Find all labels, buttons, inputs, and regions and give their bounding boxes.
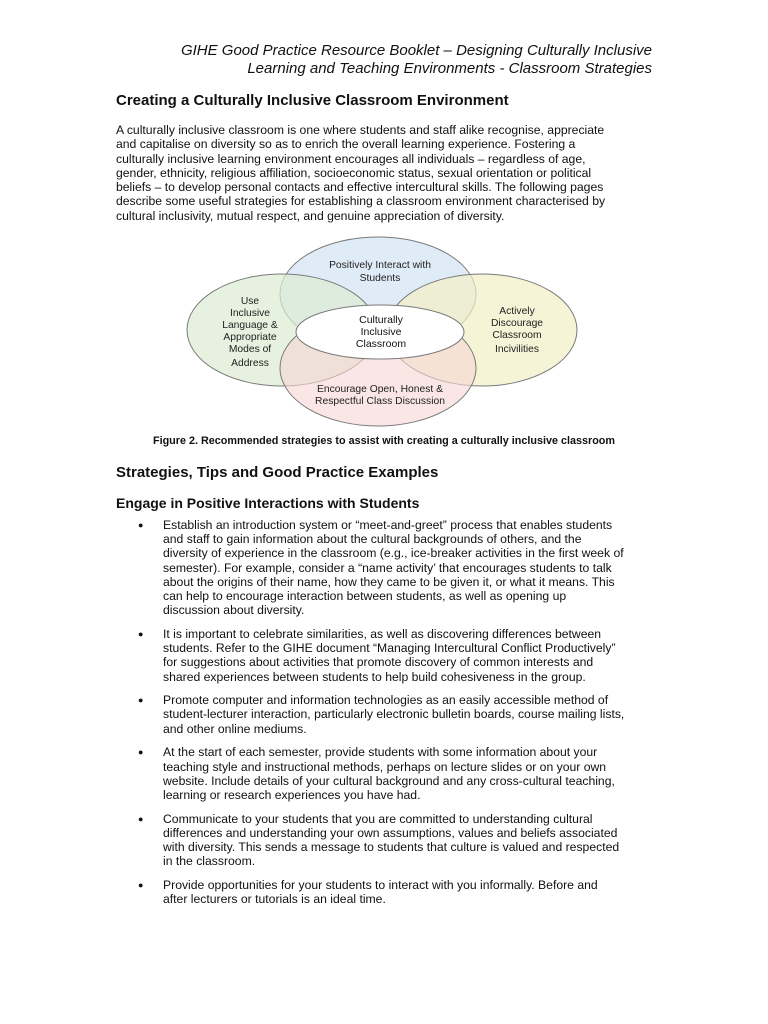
list-item	[136, 878, 656, 906]
intro-line: describe some useful strategies for establishing a classroom environment characterised by	[116, 194, 606, 209]
diagram-left-label: Modes of	[228, 344, 272, 355]
bullet-line: can help to encourage interaction between students, as well as opening up	[163, 589, 567, 604]
intro-line: and capitalise on diversity so as to enrich the overall learning experience. Fostering a	[116, 137, 576, 152]
diagram-left-label: Language &	[222, 320, 278, 331]
bullet-line: diversity of experience in the classroom (e.g., ice-breaker activities in the first week of	[163, 546, 624, 561]
figure-caption: Figure 2. Recommended strategies to assist with creating a culturally inclusive classroom	[152, 435, 616, 447]
bullet-line: Provide opportunities for your students to interact with you informally. Before and	[163, 877, 598, 892]
diagram-left-label: Use	[240, 296, 260, 307]
intro-line: beliefs – to develop personal contacts and effective intercultural skills. The following pages	[116, 180, 604, 195]
list-item	[136, 627, 656, 684]
diagram-right-label: Incivilities	[494, 344, 540, 355]
bullet-line: semester). For example, consider a “name activity’ that encourages students to talk	[163, 560, 612, 575]
bullet-icon: ●	[138, 747, 144, 758]
diagram-left-label: Inclusive	[229, 308, 271, 319]
diagram-center-label: Culturally	[359, 314, 403, 326]
bullet-line: and other online mediums.	[163, 721, 307, 736]
list-item	[136, 518, 656, 617]
bullet-line: about the origins of their name, how they came to be given it, or what it means. This	[163, 574, 615, 589]
bullet-line: At the start of each semester, provide students with some information about your	[163, 745, 598, 760]
bullet-line: teaching style and instructional methods, perhaps on lecture slides or on your own	[163, 759, 607, 774]
diagram-right-label: Classroom	[492, 330, 542, 341]
bullet-line: discussion about diversity.	[163, 603, 305, 618]
bullet-line: and staff to gain information about the cultural backgrounds of others, and the	[163, 532, 582, 547]
bullet-line: student-lecturer interaction, particularly electronic bulletin boards, course mailing lists,	[163, 707, 625, 722]
diagram-right-label: Discourage	[490, 318, 544, 329]
bullet-icon: ●	[138, 813, 144, 824]
diagram-left-label: Address	[231, 358, 269, 369]
diagram-bottom-label: Encourage Open, Honest &	[317, 384, 443, 395]
intro-line: A culturally inclusive classroom is one where students and staff alike recognise, appreciate	[116, 123, 605, 137]
diagram-top-label: Students	[359, 273, 401, 284]
intro-line: culturally inclusive learning environment encourages all individuals – regardless of age,	[116, 151, 586, 166]
diagram-bottom-label: Respectful Class Discussion	[315, 396, 445, 407]
bullet-icon: ●	[138, 695, 144, 706]
bullet-line: website. Include details of your cultural background and any cross-cultural teaching,	[163, 773, 615, 788]
diagram-center-label: Inclusive	[360, 326, 402, 338]
bullet-icon: ●	[138, 628, 144, 639]
sub-heading: Engage in Positive Interactions with Students	[116, 495, 420, 511]
bullet-line: It is important to celebrate similarities, as well as discovering differences between	[163, 626, 602, 641]
diagram-top-label: Positively Interact with	[329, 260, 431, 271]
venn-diagram	[180, 236, 590, 430]
diagram-right-label: Actively	[499, 306, 535, 317]
main-heading: Creating a Culturally Inclusive Classroom Environment	[116, 92, 509, 109]
bullet-line: Communicate to your students that you are committed to understanding cultural	[163, 811, 593, 826]
list-item	[136, 693, 656, 736]
figure-caption-wrap	[0, 435, 768, 447]
bullet-line: students. Refer to the GIHE document “Managing Intercultural Conflict Productively”	[163, 641, 616, 656]
diagram-left-label: Appropriate	[223, 332, 277, 343]
list-item	[136, 745, 656, 802]
section-heading: Strategies, Tips and Good Practice Examples	[116, 464, 439, 481]
bullet-icon: ●	[138, 879, 144, 890]
bullet-line: Establish an introduction system or “meet-and-greet” process that enables students	[163, 518, 613, 532]
intro-line: gender, ethnicity, religious affiliation, socioeconomic status, sexual orientation or political	[116, 165, 592, 180]
intro-line: cultural inclusivity, mutual respect, and genuine appreciation of diversity.	[116, 208, 505, 223]
header-line-1: GIHE Good Practice Resource Booklet – Designing Culturally Inclusive	[180, 42, 652, 59]
diagram-center-label: Classroom	[355, 338, 407, 350]
bullet-line: with diversity. This sends a message to students that culture is valued and respected	[163, 840, 620, 855]
bullet-line: learning or research experiences you have had.	[163, 787, 421, 802]
list-item	[136, 812, 656, 869]
bullet-line: Promote computer and information technologies as an easily accessible method of	[163, 693, 609, 708]
intro-paragraph	[116, 123, 641, 223]
bullet-line: after lecturers or tutorials is an ideal time.	[163, 892, 386, 907]
header-line-2: Learning and Teaching Environments - Classroom Strategies	[247, 60, 652, 77]
bullet-line: differences and understanding your own assumptions, values and beliefs associated	[163, 825, 618, 840]
bullet-line: shared experiences between students to help build cohesiveness in the group.	[163, 669, 586, 684]
page-header	[181, 42, 652, 78]
strategy-list	[136, 518, 656, 916]
bullet-line: for suggestions about activities that promote discovery of common interests and	[163, 655, 594, 670]
bullet-icon: ●	[138, 520, 144, 530]
bullet-line: in the classroom.	[163, 854, 256, 869]
